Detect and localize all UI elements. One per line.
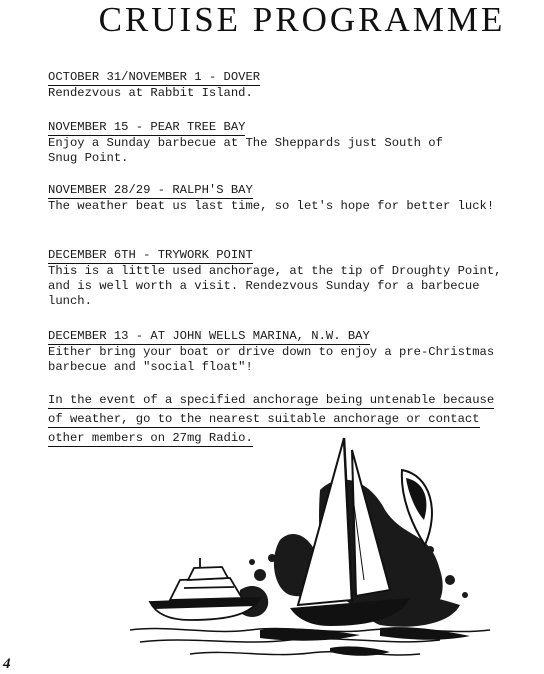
cruise-entry-john-wells-marina [48,326,540,375]
entry-text: lunch. [48,294,92,308]
cruise-entry-dover [48,67,540,101]
entry-heading: DECEMBER 6TH - TRYWORK POINT [48,248,253,262]
entry-heading: NOVEMBER 28/29 - RALPH'S BAY [48,183,253,197]
entry-text: Enjoy a Sunday barbecue at The Sheppards just South of [48,136,443,150]
note-line: of weather, go to the nearest suitable anchorage or contact [48,412,480,426]
sailboat-and-motor-cruiser-drawing-icon [130,430,540,670]
cruise-entry-trywork-point [48,245,540,309]
note-line: other members on 27mg Radio. [48,431,253,445]
page-number: 4 [3,656,11,672]
entry-text: The weather beat us last time, so let's hope for better luck! [48,199,495,213]
entry-heading: DECEMBER 13 - AT JOHN WELLS MARINA, N.W. BAY [48,329,370,343]
page-title: CRUISE PROGRAMME [98,0,506,39]
entry-text: This is a little used anchorage, at the tip of Droughty Point, [48,264,502,278]
entry-text: barbecue and "social float"! [48,360,253,374]
cruise-entry-ralphs-bay [48,180,540,214]
entry-text: Rendezvous at Rabbit Island. [48,86,253,100]
note-line: In the event of a specified anchorage being untenable because [48,393,495,407]
cruise-entry-pear-tree-bay [48,117,540,166]
entry-heading: OCTOBER 31/NOVEMBER 1 - DOVER [48,70,261,84]
entry-text: Either bring your boat or drive down to enjoy a pre-Christmas [48,345,495,359]
entry-text: and is well worth a visit. Rendezvous Sunday for a barbecue [48,279,480,293]
entry-heading: NOVEMBER 15 - PEAR TREE BAY [48,120,246,134]
entry-text: Snug Point. [48,151,129,165]
